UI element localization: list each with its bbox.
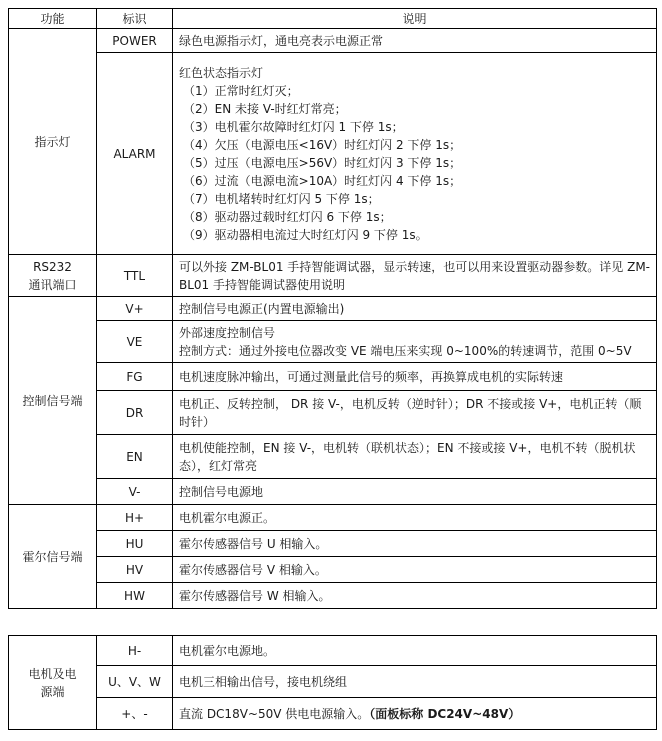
- table-row: [9, 583, 657, 609]
- group-indicator: 指示灯: [9, 29, 97, 255]
- alarm-item: （8）驱动器过载时红灯闪 6 下停 1s；: [183, 209, 392, 224]
- desc-hplus: 电机霍尔电源正。: [173, 505, 657, 531]
- label-ttl: TTL: [97, 255, 173, 297]
- group-hall: 霍尔信号端: [9, 505, 97, 609]
- label-dr: DR: [97, 391, 173, 435]
- label-hw: HW: [97, 583, 173, 609]
- alarm-item: （2）EN 未接 V-时红灯常亮；: [183, 101, 347, 116]
- table-row: [9, 557, 657, 583]
- desc-uvw: 电机三相输出信号，接电机绕组: [173, 666, 657, 698]
- desc-en: 电机使能控制，EN 接 V-，电机转（联机状态）；EN 不接或接 V+，电机不转（脱机状态），红灯常亮: [173, 435, 657, 479]
- label-hv: HV: [97, 557, 173, 583]
- table-row: [9, 666, 657, 698]
- label-power-input: +、-: [97, 698, 173, 730]
- group-rs232-line1: RS232: [33, 259, 72, 274]
- desc-vminus: 控制信号电源地: [173, 479, 657, 505]
- group-control: 控制信号端: [9, 297, 97, 505]
- desc-ttl: 可以外接 ZM-BL01 手持智能调试器，显示转速，也可以用来设置驱动器参数。详见 ZM-BL01 手持智能调试器使用说明: [173, 255, 657, 297]
- alarm-item: （5）过压（电源电压>56V）时红灯闪 3 下停 1s；: [183, 155, 462, 170]
- alarm-item: （3）电机霍尔故障时红灯闪 1 下停 1s；: [183, 119, 404, 134]
- desc-hminus: 电机霍尔电源地。: [173, 636, 657, 666]
- alarm-item: （7）电机堵转时红灯闪 5 下停 1s；: [183, 191, 380, 206]
- group-motor: 电机及电源端: [9, 636, 97, 730]
- desc-hw: 霍尔传感器信号 W 相输入。: [173, 583, 657, 609]
- label-power: POWER: [97, 29, 173, 53]
- table-row: [9, 531, 657, 557]
- label-vminus: V-: [97, 479, 173, 505]
- alarm-item: （9）驱动器相电流过大时红灯闪 9 下停 1s。: [183, 227, 428, 242]
- desc-power-input: [173, 698, 657, 730]
- alarm-item: （6）过流（电源电流>10A）时红灯闪 4 下停 1s；: [183, 173, 462, 188]
- desc-ve-line2: 控制方式：通过外接电位器改变 VE 端电压来实现 0~100%的转速调节，范围 0~5V: [179, 343, 632, 358]
- desc-hv: 霍尔传感器信号 V 相输入。: [173, 557, 657, 583]
- table-row: [9, 391, 657, 435]
- table-row: [9, 479, 657, 505]
- spec-table: [8, 8, 657, 609]
- desc-ve-line1: 外部速度控制信号: [179, 325, 276, 340]
- label-en: EN: [97, 435, 173, 479]
- group-rs232: [9, 255, 97, 297]
- table-row: [9, 698, 657, 730]
- desc-ve: [173, 321, 657, 363]
- header-function: 功能: [9, 9, 97, 29]
- desc-vplus: 控制信号电源正(内置电源输出): [173, 297, 657, 321]
- table-row: [9, 29, 657, 53]
- alarm-title: 红色状态指示灯: [179, 65, 264, 80]
- spec-table-continued: [8, 635, 657, 730]
- table-row: [9, 505, 657, 531]
- label-hu: HU: [97, 531, 173, 557]
- header-label: 标识: [97, 9, 173, 29]
- label-hplus: H+: [97, 505, 173, 531]
- table-row: [9, 297, 657, 321]
- table-row: [9, 321, 657, 363]
- table-row: [9, 363, 657, 391]
- label-vplus: V+: [97, 297, 173, 321]
- desc-power-input-nominal: （面板标称 DC24V~48V）: [369, 706, 521, 721]
- label-alarm: ALARM: [97, 53, 173, 255]
- desc-dr: 电机正、反转控制， DR 接 V-，电机反转（逆时针）；DR 不接或接 V+，电机正转（顺时针）: [173, 391, 657, 435]
- desc-power: 绿色电源指示灯，通电亮表示电源正常: [173, 29, 657, 53]
- alarm-item: （4）欠压（电源电压<16V）时红灯闪 2 下停 1s；: [183, 137, 462, 152]
- desc-alarm: [173, 53, 657, 255]
- label-hminus: H-: [97, 636, 173, 666]
- group-rs232-line2: 通讯端口: [28, 277, 77, 292]
- table-row: [9, 636, 657, 666]
- desc-hu: 霍尔传感器信号 U 相输入。: [173, 531, 657, 557]
- header-row: [9, 9, 657, 29]
- desc-power-input-text: 直流 DC18V~50V 供电电源输入。: [179, 706, 370, 721]
- header-description: 说明: [173, 9, 657, 29]
- label-ve: VE: [97, 321, 173, 363]
- table-row: [9, 255, 657, 297]
- alarm-item: （1）正常时红灯灭；: [183, 83, 299, 98]
- table-row: [9, 53, 657, 255]
- label-uvw: U、V、W: [97, 666, 173, 698]
- table-row: [9, 435, 657, 479]
- label-fg: FG: [97, 363, 173, 391]
- desc-fg: 电机速度脉冲输出，可通过测量此信号的频率，再换算成电机的实际转速: [173, 363, 657, 391]
